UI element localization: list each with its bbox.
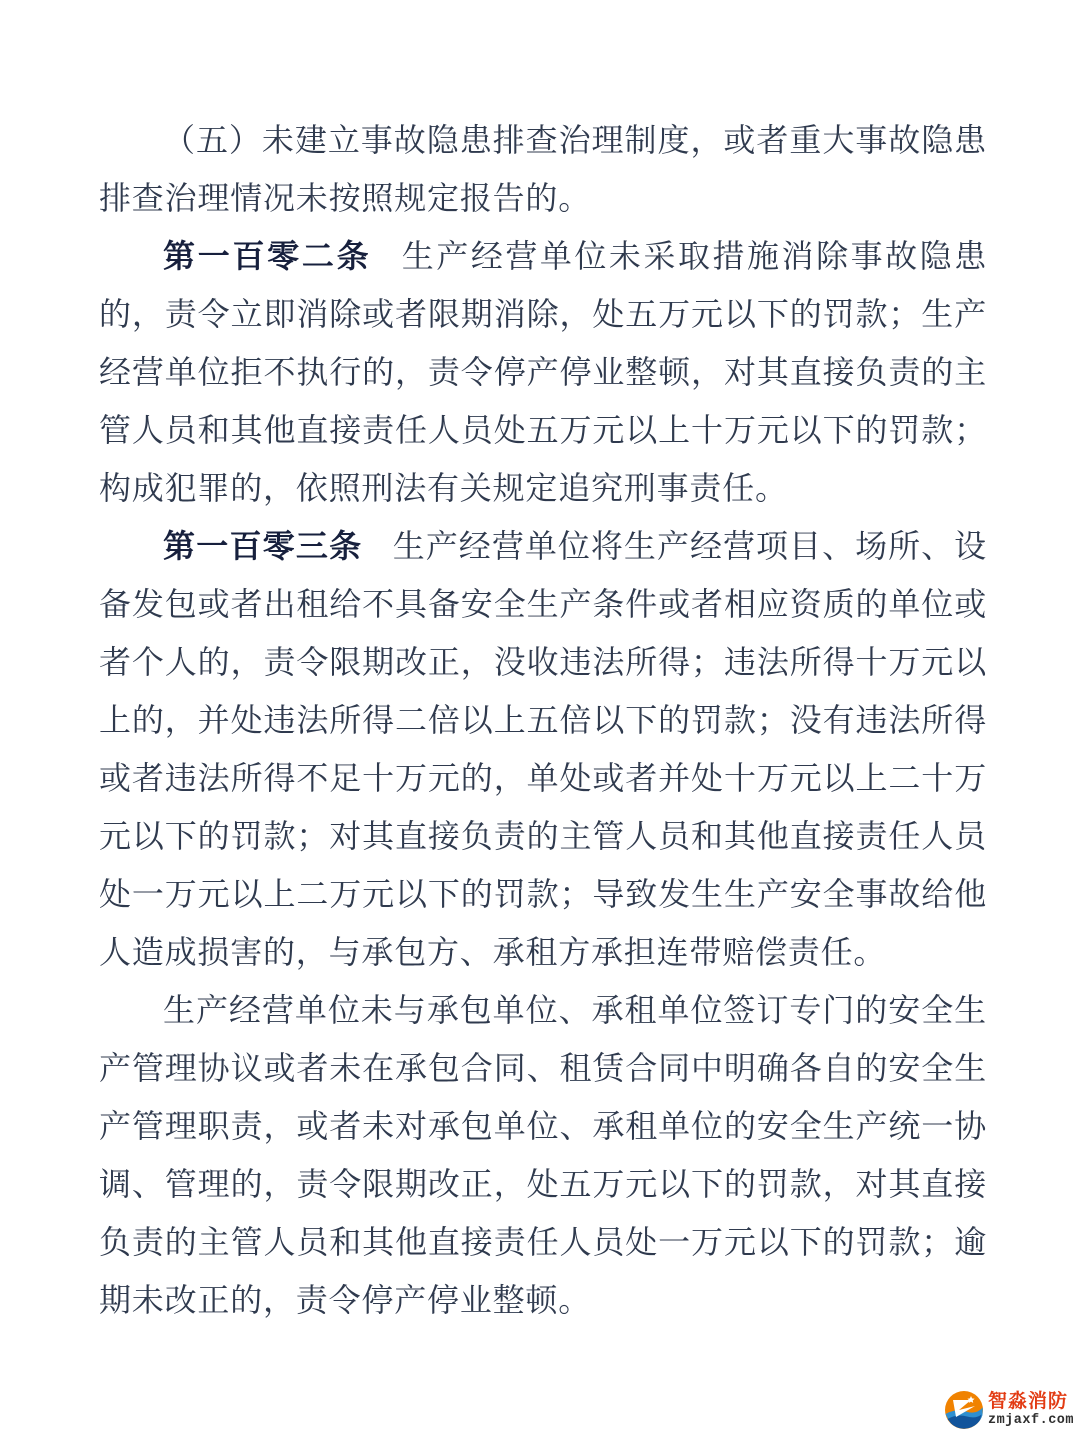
paragraph (99, 227, 987, 517)
paragraph (99, 981, 987, 1329)
paragraph-text: 生产经营单位将生产经营项目、场所、设备发包或者出租给不具备安全生产条件或者相应资质的单位或者个人的，责令限期改正，没收违法所得；违法所得十万元以上的，并处违法所得二倍以上五倍以下的罚款；没有违法所得或者违法所得不足十万元的，单处或者并处十万元以上二十万元以下的罚款；对其直接负责的主管人员和其他直接责任人员处一万元以上二万元以下的罚款；导致发生生产安全事故给他人造成损害的，与承包方、承租方承担连带赔偿责任。 (99, 528, 987, 970)
paragraph (99, 111, 987, 227)
article-number: 第一百零二条 (163, 238, 372, 274)
brand-domain: zmjaxf.com (987, 1413, 1074, 1429)
paragraph (99, 517, 987, 981)
article-number: 第一百零三条 (163, 528, 363, 564)
paragraph-text: 生产经营单位未与承包单位、承租单位签订专门的安全生产管理协议或者未在承包合同、租赁合同中明确各自的安全生产管理职责，或者未对承包单位、承租单位的安全生产统一协调、管理的，责令限期改正，处五万元以下的罚款，对其直接负责的主管人员和其他直接责任人员处一万元以下的罚款；逾期未改正的，责令停产停业整顿。 (99, 992, 987, 1318)
paragraph-text: （五）未建立事故隐患排查治理制度，或者重大事故隐患排查治理情况未按照规定报告的。 (99, 122, 987, 216)
paragraph-text: 生产经营单位未采取措施消除事故隐患的，责令立即消除或者限期消除，处五万元以下的罚款；生产经营单位拒不执行的，责令停产停业整顿，对其直接负责的主管人员和其他直接责任人员处五万元以上十万元以下的罚款；构成犯罪的，依照刑法有关规定追究刑事责任。 (99, 238, 987, 506)
document-text (99, 111, 987, 1329)
brand-name: 智淼消防 (987, 1391, 1068, 1413)
brand-watermark (944, 1390, 1074, 1430)
brand-text-block (988, 1392, 1074, 1428)
brand-logo-icon (944, 1390, 984, 1430)
